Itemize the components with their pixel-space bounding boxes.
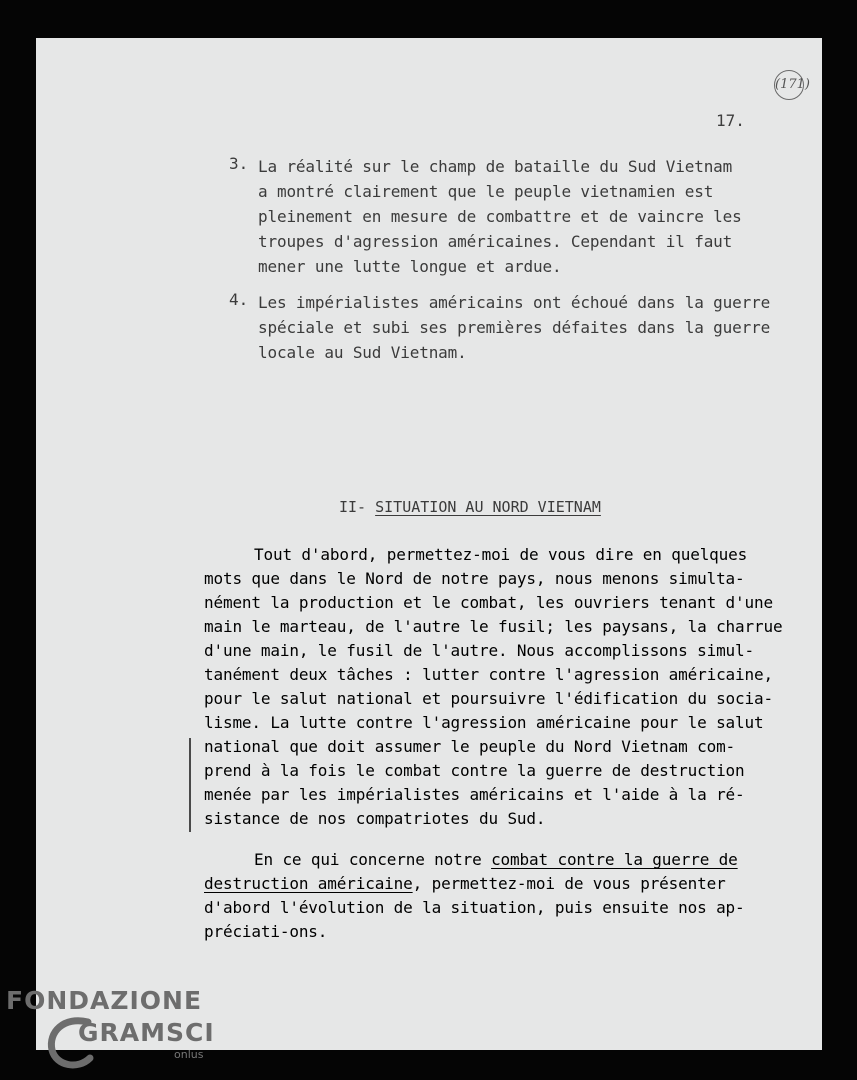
point-number: 4. [229, 290, 249, 309]
text-line: Les impérialistes américains ont échoué dans la guerre [258, 293, 771, 312]
text-line: locale au Sud Vietnam. [258, 343, 467, 362]
text-line: national que doit assumer le peuple du Nord Vietnam com- [204, 737, 736, 756]
text-line: Tout d'abord, permettez-moi de vous dire en quelques [254, 545, 748, 564]
text-line: sistance de nos compatriotes du Sud. [204, 809, 546, 828]
margin-mark [189, 738, 191, 832]
section-title: SITUATION AU NORD VIETNAM [375, 498, 601, 516]
watermark-line-1: FONDAZIONE [6, 986, 203, 1015]
text-line [204, 848, 745, 872]
text-line: troupes d'agression américaines. Cependant il faut [258, 232, 733, 251]
text-line: lisme. La lutte contre l'agression américaine pour le salut [204, 713, 764, 732]
text-line: mener une lutte longue et ardue. [258, 257, 562, 276]
underlined-text: combat contre la guerre de [491, 850, 738, 869]
text-line: d'une main, le fusil de l'autre. Nous accomplissons simul- [204, 641, 755, 660]
text-line: a montré clairement que le peuple vietnamien est [258, 182, 714, 201]
underlined-text: destruction américaine [204, 874, 413, 893]
section-number: II- [339, 498, 376, 516]
paragraph-2 [204, 848, 745, 944]
fondazione-gramsci-watermark [6, 986, 226, 1076]
text-line: main le marteau, de l'autre le fusil; les paysans, la charrue [204, 617, 783, 636]
page-number: 17. [716, 111, 745, 130]
section-heading [339, 498, 601, 516]
text-line: tanément deux tâches : lutter contre l'agression américaine, [204, 665, 773, 684]
text-run: En ce qui concerne notre [254, 850, 492, 869]
text-line: nément la production et le combat, les ouvriers tenant d'une [204, 593, 773, 612]
paragraph-1 [204, 543, 782, 831]
text-line: préciati-ons. [204, 922, 328, 941]
text-line [204, 872, 745, 896]
watermark-line-2: GRAMSCI [78, 1018, 215, 1047]
text-line: pleinement en mesure de combattre et de vaincre les [258, 207, 742, 226]
text-line: menée par les impérialistes américains et l'aide à la ré- [204, 785, 745, 804]
text-line: La réalité sur le champ de bataille du Sud Vietnam [258, 157, 733, 176]
text-line: d'abord l'évolution de la situation, puis ensuite nos ap- [204, 898, 745, 917]
text-line: mots que dans le Nord de notre pays, nous menons simulta- [204, 569, 745, 588]
handwritten-folio-number: (171) [774, 70, 804, 100]
text-line: prend à la fois le combat contre la guerre de destruction [204, 761, 745, 780]
watermark-line-3: onlus [174, 1048, 204, 1061]
text-line: spéciale et subi ses premières défaites dans la guerre [258, 318, 771, 337]
point-number: 3. [229, 154, 249, 173]
text-run: , permettez-moi de vous présenter [412, 874, 726, 893]
text-line: pour le salut national et poursuivre l'édification du socia- [204, 689, 773, 708]
